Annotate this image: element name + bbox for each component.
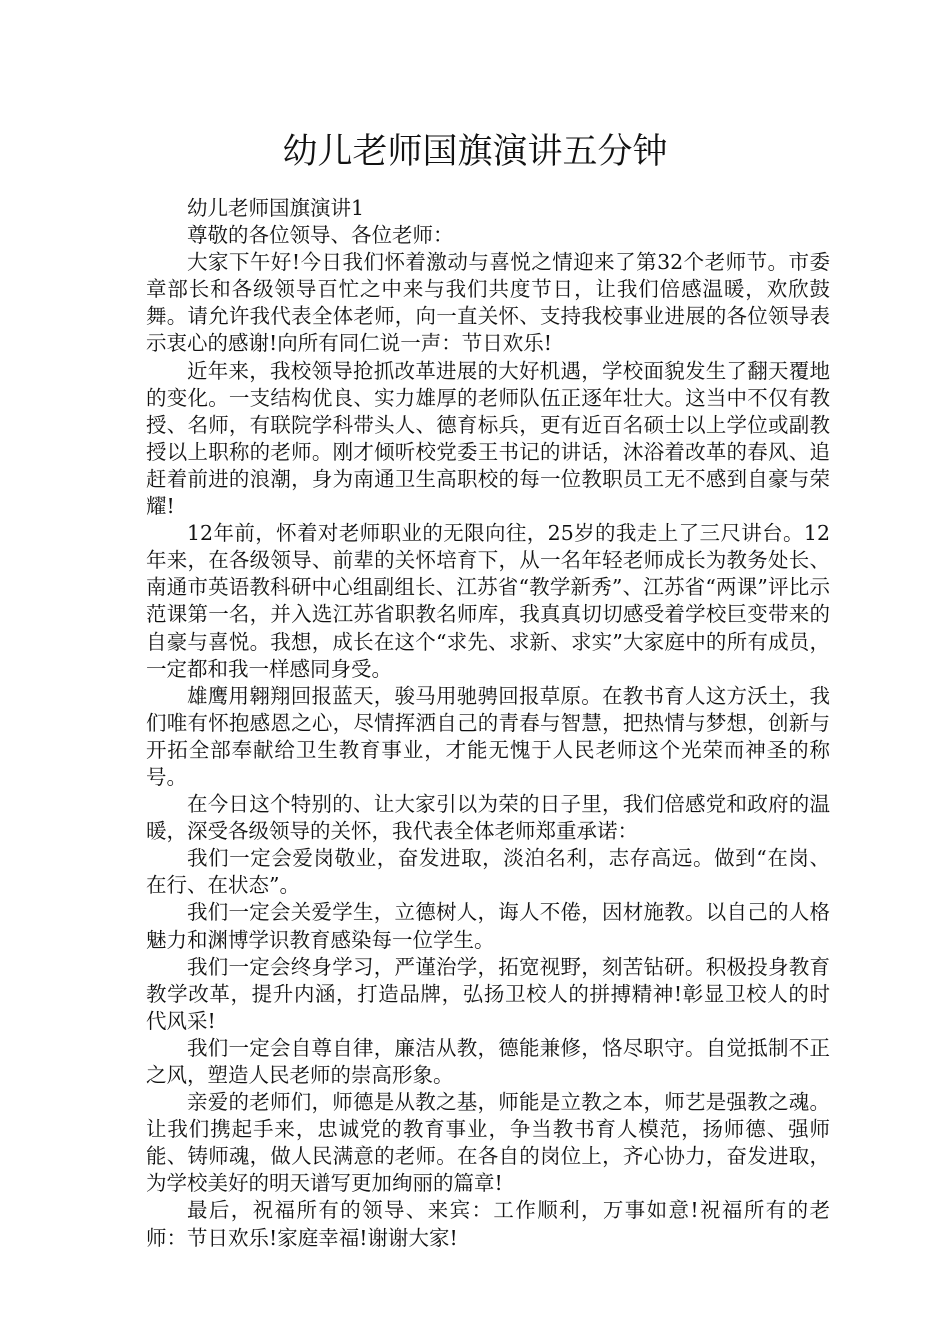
paragraph: 大家下午好!今日我们怀着激动与喜悦之情迎来了第32个老师节。市委章部长和各级领导百忙之中来与我们共度节日，让我们倍感温暖，欢欣鼓舞。请允许我代表全体老师，向一直关怀、支持我校事业进展的各位领导表示衷心的感谢!向所有同仁说一声：节日欢乐!: [146, 250, 830, 356]
paragraph: 亲爱的老师们，师德是从教之基，师能是立教之本，师艺是强教之魂。让我们携起手来，忠诚党的教育事业，争当教书育人模范，扬师德、强师能、铸师魂，做人民满意的老师。在各自的岗位上，齐心协力，奋发进取，为学校美好的明天谱写更加绚丽的篇章!: [146, 1090, 830, 1196]
paragraph: 在今日这个特别的、让大家引以为荣的日子里，我们倍感党和政府的温暖，深受各级领导的关怀，我代表全体老师郑重承诺：: [146, 792, 830, 844]
paragraph: 12年前，怀着对老师职业的无限向往，25岁的我走上了三尺讲台。12 年来，在各级领导、前辈的关怀培育下，从一名年轻老师成长为教务处长、南通市英语教科研中心组副组长、江苏省“教学新秀”、江苏省“两课”评比示范课第一名，并入选江苏省职教名师库，我真真切切感受着学校巨变带来的自豪与喜悦。我想，成长在这个“求先、求新、求实”大家庭中的所有成员，一定都和我一样感同身受。: [146, 521, 830, 681]
paragraph-closing: 最后，祝福所有的领导、来宾：工作顺利，万事如意!祝福所有的老师：节日欢乐!家庭幸福!谢谢大家!: [146, 1198, 830, 1250]
paragraph-salutation: 尊敬的各位领导、各位老师：: [187, 223, 454, 248]
paragraph: 我们一定会终身学习，严谨治学，拓宽视野，刻苦钻研。积极投身教育教学改革，提升内涵，打造品牌，弘扬卫校人的拼搏精神!彰显卫校人的时代风采!: [146, 954, 830, 1033]
paragraph: 我们一定会关爱学生，立德树人，诲人不倦，因材施教。以自己的人格魅力和渊博学识教育感染每一位学生。: [146, 900, 830, 952]
document-title: 幼儿老师国旗演讲五分钟: [282, 132, 668, 172]
paragraph-heading: 幼儿老师国旗演讲1: [187, 196, 365, 220]
paragraph: 我们一定会爱岗敬业，奋发进取，淡泊名利，志存高远。做到“在岗、在行、在状态”。: [146, 846, 830, 898]
paragraph: 近年来，我校领导抢抓改革进展的大好机遇，学校面貌发生了翻天覆地的变化。一支结构优良、实力雄厚的老师队伍正逐年壮大。这当中不仅有教授、名师，有联院学科带头人、德育标兵，更有近百名硕士以上学位或副教授以上职称的老师。刚才倾听校党委王书记的讲话，沐浴着改革的春风、追赶着前进的浪潮，身为南通卫生高职校的每一位教职员工无不感到自豪与荣耀!: [146, 358, 830, 519]
document-body: [146, 195, 830, 1252]
paragraph: 雄鹰用翱翔回报蓝天，骏马用驰骋回报草原。在教书育人这方沃土，我们唯有怀抱感恩之心，尽情挥洒自己的青春与智慧，把热情与梦想，创新与开拓全部奉献给卫生教育事业，才能无愧于人民老师这个光荣而神圣的称号。: [146, 683, 830, 789]
paragraph: 我们一定会自尊自律，廉洁从教，德能兼修，恪尽职守。自觉抵制不正之风，塑造人民老师的崇高形象。: [146, 1035, 830, 1087]
